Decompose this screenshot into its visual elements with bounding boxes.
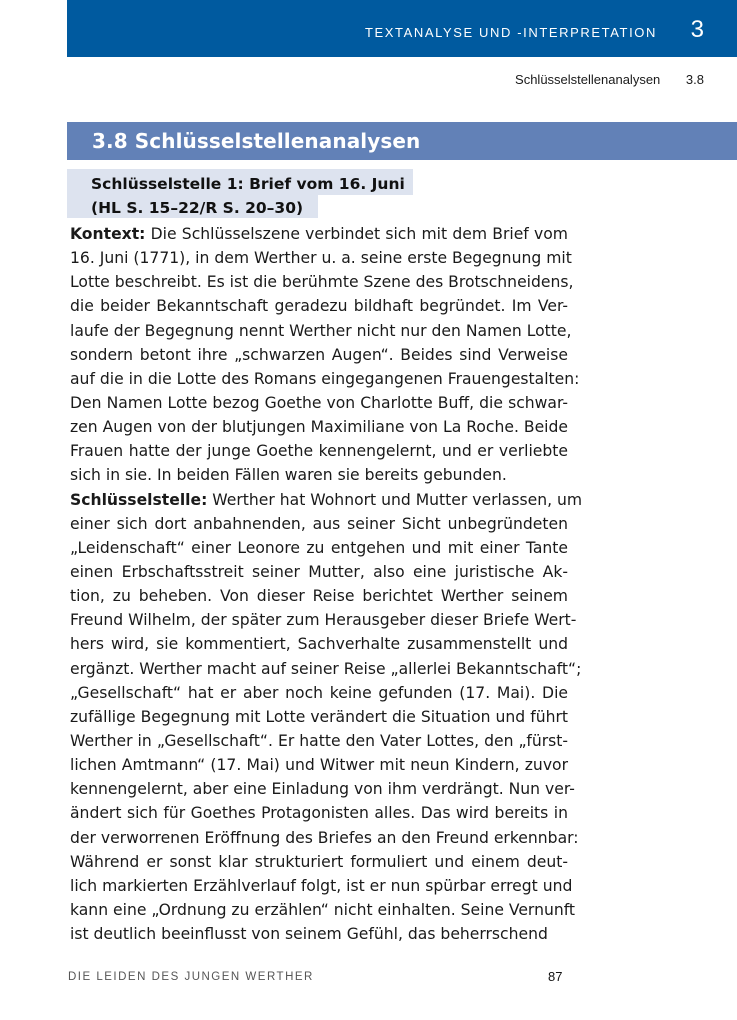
body-line-text: sondern betont ihre „schwarzen Augen“. Beides sind Verweise xyxy=(70,345,568,364)
body-line xyxy=(70,705,568,729)
body-line xyxy=(70,463,568,487)
body-line xyxy=(70,294,568,318)
body-line-text: einen Erbschaftsstreit seiner Mutter, also eine juristische Ak- xyxy=(70,562,568,581)
body-line xyxy=(70,801,568,825)
body-line-text: ändert sich für Goethes Protagonisten alles. Das wird bereits in xyxy=(70,804,568,823)
body-line xyxy=(70,367,580,391)
body-line xyxy=(70,246,572,270)
body-line xyxy=(70,512,568,536)
body-line-text: Werther hat Wohnort und Mutter verlassen, um xyxy=(207,490,583,509)
body-line-text: Die Schlüsselszene verbindet sich mit dem Brief vom xyxy=(145,225,568,243)
body-line-text: auf die in die Lotte des Romans eingegangenen Frauengestalten: xyxy=(70,369,580,388)
body-line xyxy=(70,874,573,898)
body-line-text: laufe der Begegnung nennt Werther nicht nur den Namen Lotte, xyxy=(70,321,572,340)
body-line-text: kennengelernt, aber eine Einladung von ihm verdrängt. Nun ver- xyxy=(70,780,575,799)
body-line xyxy=(70,439,568,463)
body-line xyxy=(70,488,583,512)
body-line-text: einer sich dort anbahnenden, aus seiner Sicht unbegründeten xyxy=(70,514,568,533)
page-number: 87 xyxy=(548,969,563,984)
body-line-text: kann eine „Ordnung zu erzählen“ nicht einhalten. Seine Vernunft xyxy=(70,900,576,919)
body-line xyxy=(70,608,577,632)
body-line-text: zen Augen von der blutjungen Maximiliane von La Roche. Beide xyxy=(70,418,568,437)
body-line-text: sich in sie. In beiden Fällen waren sie bereits gebunden. xyxy=(70,466,507,485)
body-line xyxy=(70,657,582,681)
body-text xyxy=(70,222,583,946)
body-line-text: lich markierten Erzählverlauf folgt, ist er nun spürbar erregt und xyxy=(70,876,573,895)
subheading-line2: (HL S. 15–22/R S. 20–30) xyxy=(91,199,304,217)
body-line-text: ist deutlich beeinflusst von seinem Gefühl, das beherrschend xyxy=(70,925,548,944)
body-line xyxy=(70,898,576,922)
footer-book-title: DIE LEIDEN DES JUNGEN WERTHER xyxy=(68,971,314,983)
body-line xyxy=(70,560,568,584)
body-line xyxy=(70,319,572,343)
running-head xyxy=(515,72,704,87)
body-line-text: Frauen hatte der junge Goethe kennengelernt, und er verliebte xyxy=(70,442,568,461)
body-line-text: Während er sonst klar strukturiert formuliert und einem deut- xyxy=(70,852,568,871)
body-line-text: lichen Amtmann“ (17. Mai) und Witwer mit neun Kindern, zuvor xyxy=(70,756,568,775)
body-line-text: zufällige Begegnung mit Lotte verändert die Situation und führt xyxy=(70,707,568,726)
body-line xyxy=(70,850,568,874)
running-head-number: 3.8 xyxy=(685,72,704,87)
body-line xyxy=(70,343,568,367)
body-line-text: hers wird, sie kommentiert, Sachverhalte zusammenstellt und xyxy=(70,635,568,654)
body-line xyxy=(70,681,568,705)
body-line-text: „Gesellschaft“ hat er aber noch keine gefunden (17. Mai). Die xyxy=(70,683,568,702)
body-line xyxy=(70,922,568,946)
body-line xyxy=(70,536,568,560)
run-in-heading: Kontext: xyxy=(70,225,146,243)
body-line xyxy=(70,753,568,777)
body-line-text: Den Namen Lotte bezog Goethe von Charlotte Buff, die schwar- xyxy=(70,393,568,412)
subheading-line1: Schlüsselstelle 1: Brief vom 16. Juni xyxy=(91,175,405,193)
body-line-text: „Leidenschaft“ einer Leonore zu entgehen und mit einer Tante xyxy=(70,538,568,557)
body-line-text: Freund Wilhelm, der später zum Herausgeber dieser Briefe Wert- xyxy=(70,611,577,630)
body-line-text: Lotte beschreibt. Es ist die berühmte Szene des Brotschneidens, xyxy=(70,273,574,292)
body-line xyxy=(70,415,568,439)
chapter-header-band xyxy=(67,0,737,57)
body-line xyxy=(70,729,568,753)
subheading xyxy=(91,172,405,220)
body-line-text: Werther in „Gesellschaft“. Er hatte den Vater Lottes, den „fürst- xyxy=(70,731,568,750)
section-title: 3.8 Schlüsselstellenanalysen xyxy=(92,129,421,153)
body-line xyxy=(70,632,568,656)
chapter-title: TEXTANALYSE UND -INTERPRETATION xyxy=(364,25,657,40)
run-in-heading: Schlüsselstelle: xyxy=(70,490,208,509)
body-line xyxy=(70,391,568,415)
body-line xyxy=(70,826,579,850)
section-heading-bar xyxy=(67,122,737,160)
body-line xyxy=(70,777,575,801)
body-line-text: tion, zu beheben. Von dieser Reise berichtet Werther seinem xyxy=(70,587,568,606)
body-line xyxy=(70,270,574,294)
chapter-number: 3 xyxy=(690,16,704,43)
body-line-text: ergänzt. Werther macht auf seiner Reise „allerlei Bekanntschaft“; xyxy=(70,659,582,678)
body-line-text: der verworrenen Eröffnung des Briefes an den Freund erkennbar: xyxy=(70,828,579,847)
body-line-text: die beider Bekanntschaft geradezu bildhaft begründet. Im Ver- xyxy=(70,297,568,316)
body-line-text: 16. Juni (1771), in dem Werther u. a. seine erste Begegnung mit xyxy=(70,249,572,268)
running-head-title: Schlüsselstellenanalysen xyxy=(515,72,661,87)
body-line xyxy=(70,222,568,246)
body-line xyxy=(70,584,568,608)
